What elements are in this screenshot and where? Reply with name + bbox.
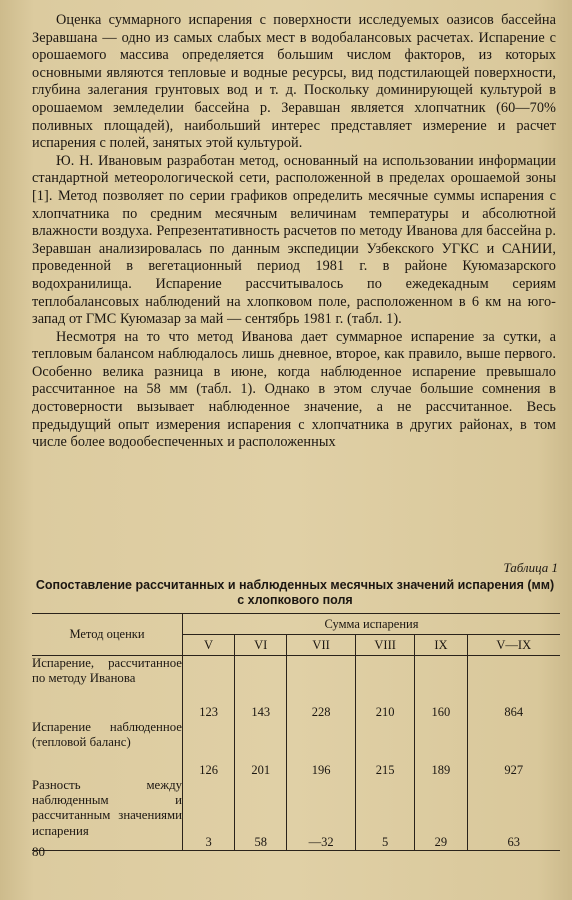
table-cell: 5	[355, 778, 414, 851]
row-label: Испарение наблюденное (тепловой баланс)	[32, 720, 183, 778]
month-header: VIII	[355, 635, 414, 656]
month-header: VII	[287, 635, 356, 656]
row-label: Испарение, рассчитанное по методу Иванова	[32, 656, 183, 721]
table-cell: 126	[183, 720, 235, 778]
table-cell: 160	[415, 656, 467, 721]
table-row	[32, 656, 560, 721]
table-cell: 196	[287, 720, 356, 778]
table-cell: 29	[415, 778, 467, 851]
table-cell: 143	[235, 656, 287, 721]
paragraph-3: Несмотря на то что метод Иванова дает суммарное испарение за сутки, а тепловым балансом наблюдалось лишь дневное, второе, как правило, выше первого. Особенно велика разница в июне, когда наблюденное испарение превышало рассчитанное на 58 мм (табл. 1). Однако в этом случае большие сомнения в достоверности вызывает наблюденное значение, а не рассчитанное. Весь предыдущий опыт измерения испарения с хлопчатника в других районах, в том числе более водообеспеченных и расположенных	[32, 328, 556, 451]
month-header: VI	[235, 635, 287, 656]
table-title-line-1: Сопоставление рассчитанных и наблюденных месячных значений испарения (мм)	[35, 578, 555, 592]
table-caption: Таблица 1	[503, 560, 558, 575]
sum-header: Сумма испарения	[183, 614, 561, 635]
paragraph-2: Ю. Н. Ивановым разработан метод, основанный на использовании информации стандартной метеорологической сети, расположенной в пределах орошаемой зоны [1]. Метод позволяет по серии графиков определить месячные суммы испарения с хлопчатника по средним месячным величинам температуры и абсолютной влажности воздуха. Репрезентативность расчетов по методу Иванова для бассейна р. Зеравшан анализировалась по данным экспедиции Узбекского УГКС и САНИИ, проведенной в вегетационный период 1981 г. в районе Куюмазарского водохранилища. Испарение рассчитывалось по ежедекадным сериям теплобалансовых наблюдений на хлопковом поле, расположенном в 6 км на юго-запад от ГМС Куюмазар за май — сентябрь 1981 г. (табл. 1).	[32, 152, 556, 328]
table-row	[32, 778, 560, 851]
evaporation-table	[32, 613, 560, 851]
table-cell: 228	[287, 656, 356, 721]
table-cell: 123	[183, 656, 235, 721]
table-title-line-2: с хлопкового поля	[237, 593, 353, 607]
table-cell: 58	[235, 778, 287, 851]
month-header: V	[183, 635, 235, 656]
table-row	[32, 720, 560, 778]
total-header: V—IX	[467, 635, 560, 656]
table-cell: 210	[355, 656, 414, 721]
month-header: IX	[415, 635, 467, 656]
table-title	[32, 578, 558, 608]
method-header: Метод оценки	[32, 614, 183, 656]
table-cell: 927	[467, 720, 560, 778]
table-cell: 189	[415, 720, 467, 778]
table-cell: 201	[235, 720, 287, 778]
table-cell: 864	[467, 656, 560, 721]
table-cell: 3	[183, 778, 235, 851]
body-text	[32, 12, 556, 452]
table-cell: 63	[467, 778, 560, 851]
table-cell: —32	[287, 778, 356, 851]
page-number: 80	[32, 844, 45, 859]
row-label: Разность между наблюденным и рассчитанным значениями испарения	[32, 778, 183, 851]
paragraph-1: Оценка суммарного испарения с поверхности исследуемых оазисов бассейна Зеравшана — одно из самых слабых мест в водобалансовых расчетах. Испарение с орошаемого массива определяется большим числом факторов, из которых основными являются тепловые и водные ресурсы, вид подстилающей поверхности, глубина залегания грунтовых вод и т. д. Поскольку доминирующей культурой в орошаемом земледелии бассейна р. Зеравшан является хлопчатник (60—70% поливных площадей), наибольший интерес представляет измерение и расчет испарения с полей, занятых этой культурой.	[32, 12, 556, 152]
table-cell: 215	[355, 720, 414, 778]
